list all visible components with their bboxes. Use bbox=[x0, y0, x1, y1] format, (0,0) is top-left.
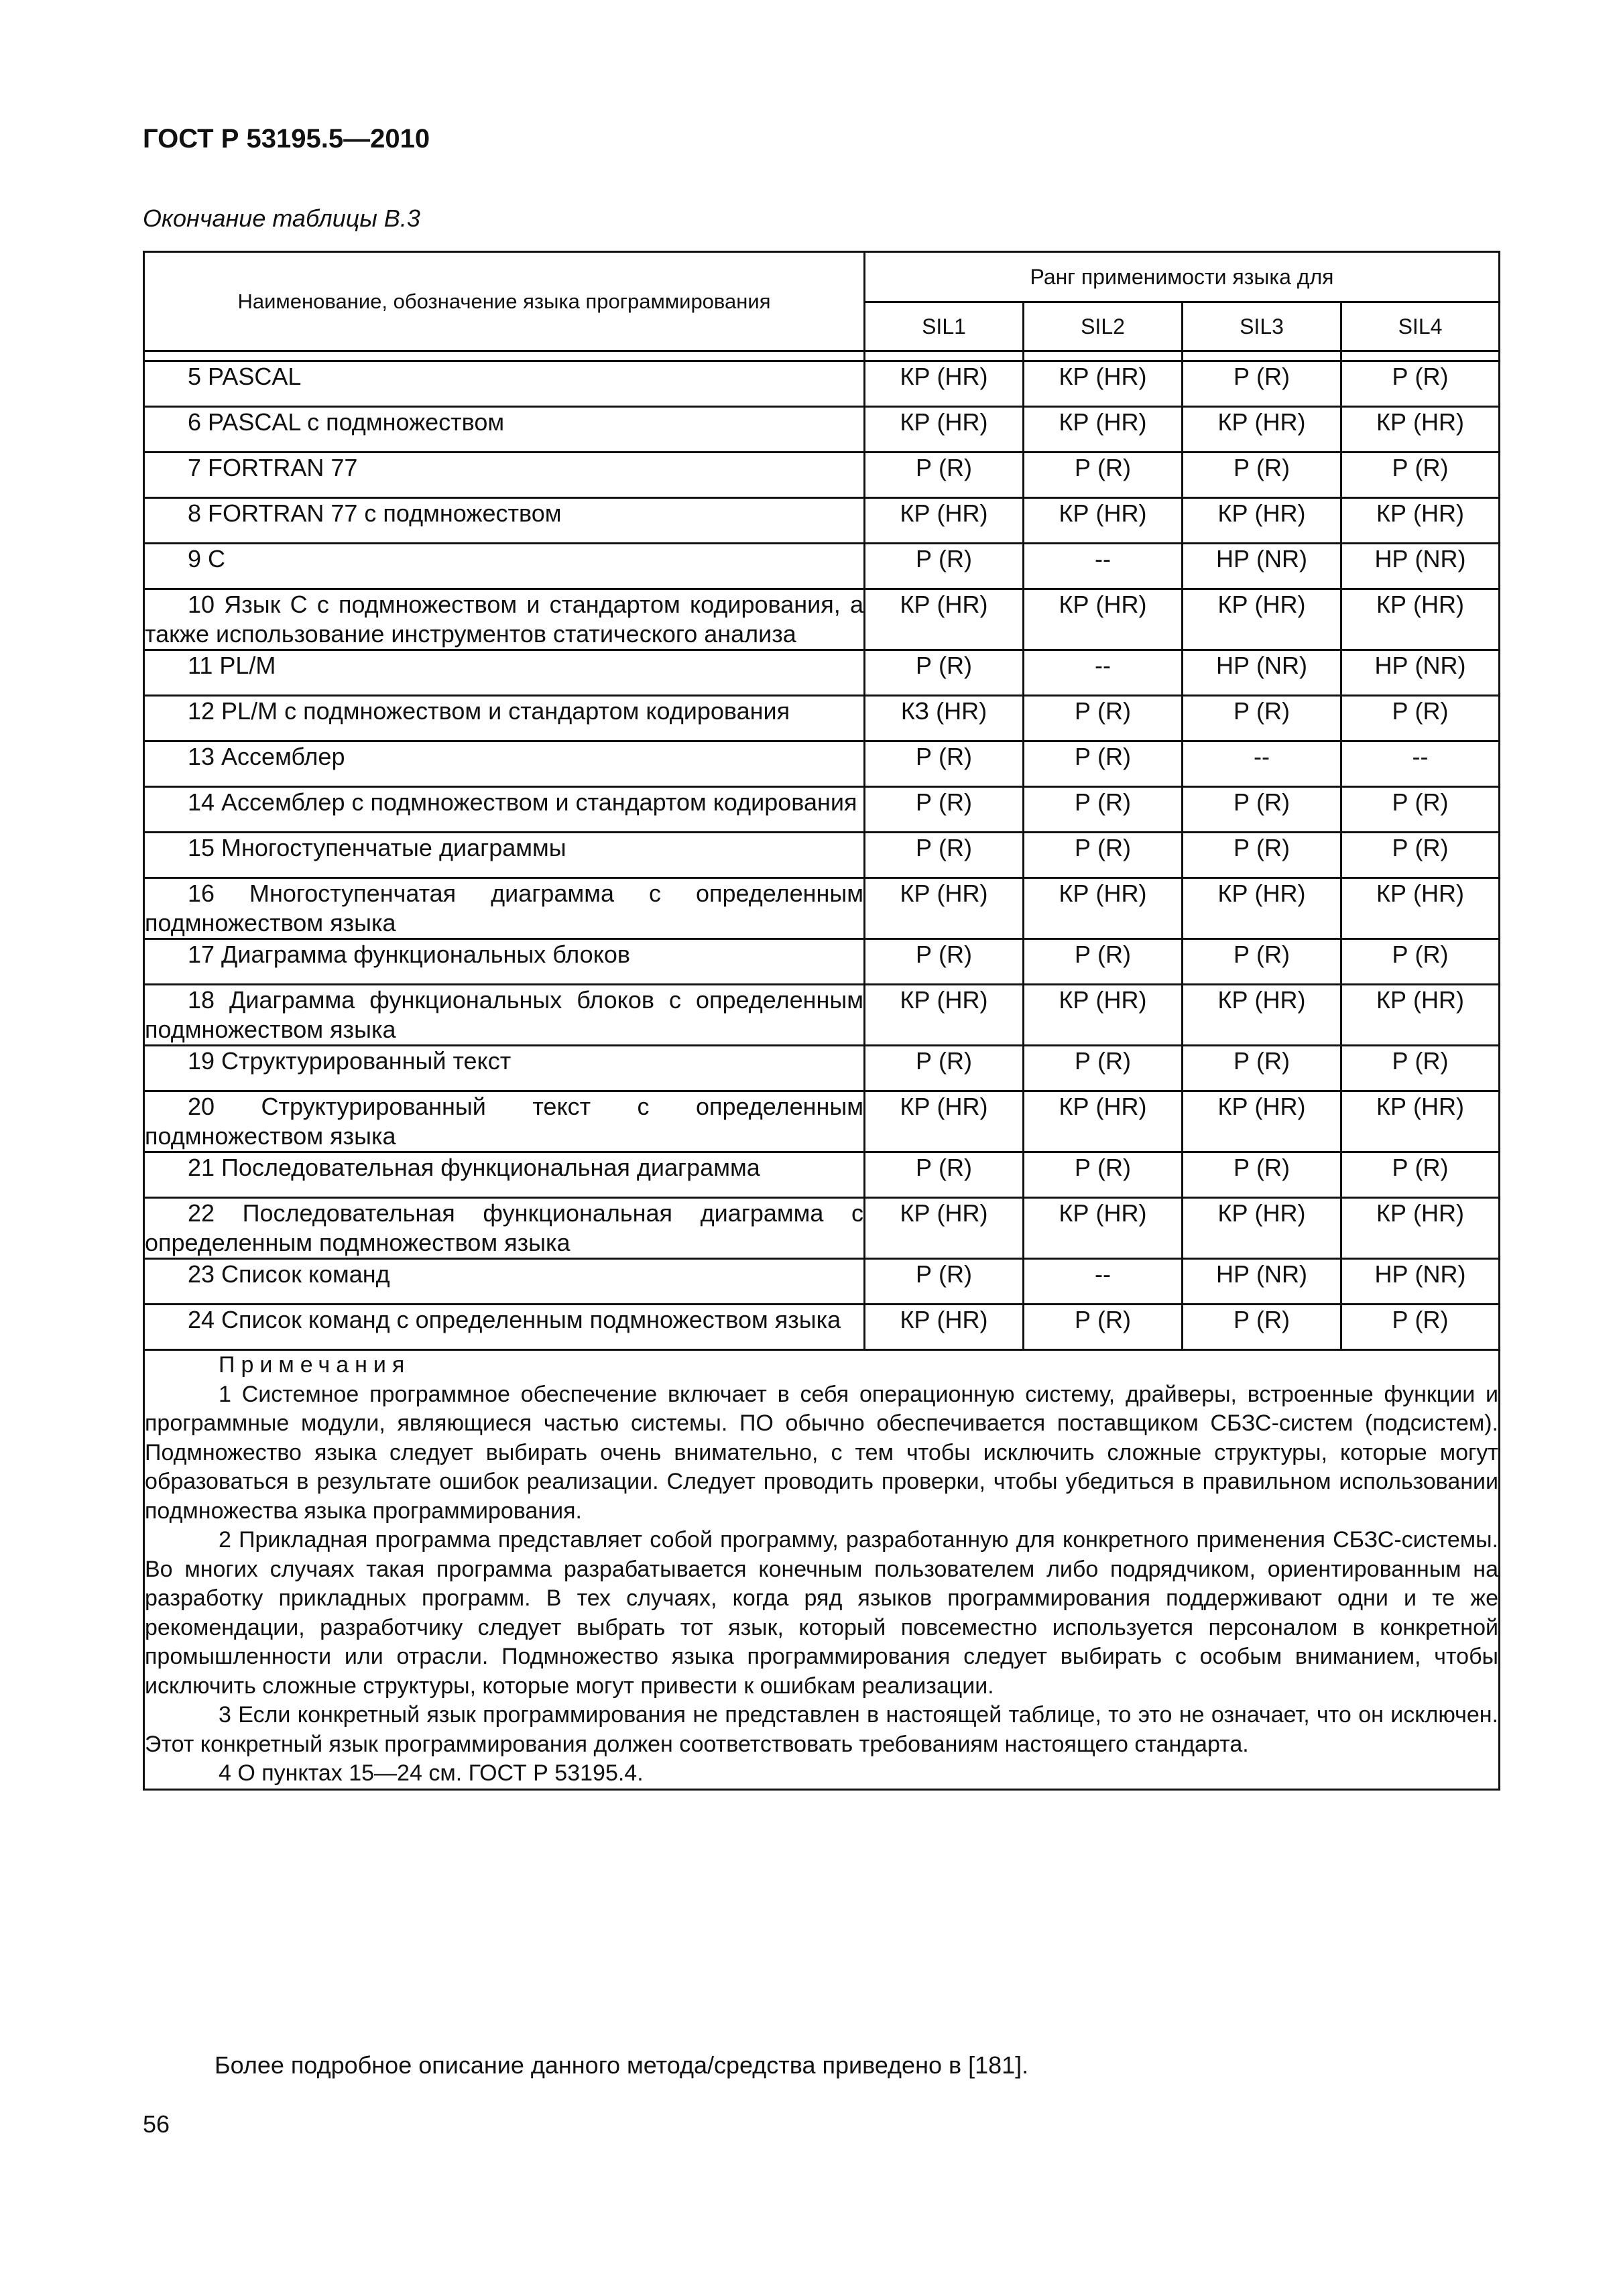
rank-cell-sil4: НР (NR) bbox=[1341, 1259, 1500, 1305]
language-name-cell bbox=[144, 878, 865, 939]
rank-cell-sil1: Р (R) bbox=[865, 787, 1024, 833]
rank-cell-sil3: Р (R) bbox=[1183, 1305, 1341, 1350]
rank-cell-sil4: Р (R) bbox=[1341, 1046, 1500, 1091]
note-1: 1 Системное программное обеспечение включает в себя операционную систему, драйверы, встроенные функции и программные модули, являющиеся частью системы. ПО обычно обеспечивается поставщиком СБЗС-систем (подсистем). Подмножество языка следует выбирать очень внимательно, с тем чтобы исключить сложные структуры, которые могут образоваться в результате ошибок реализации. Следует проводить проверки, чтобы убедиться в правильном использовании подмножества языка программирования. bbox=[145, 1381, 1498, 1524]
rank-cell-sil2: Р (R) bbox=[1024, 1305, 1183, 1350]
language-name: 16 Многоступенчатая диаграмма с определенным подмножеством языка bbox=[145, 880, 863, 936]
rank-cell-sil2: Р (R) bbox=[1024, 741, 1183, 787]
table-caption: Окончание таблицы В.3 bbox=[143, 204, 420, 232]
rank-cell-sil2: -- bbox=[1024, 650, 1183, 696]
language-name-cell bbox=[144, 939, 865, 985]
rank-cell-sil2: Р (R) bbox=[1024, 787, 1183, 833]
rank-cell-sil1: Р (R) bbox=[865, 939, 1024, 985]
rank-cell-sil2: КР (HR) bbox=[1024, 1198, 1183, 1259]
note-3: 3 Если конкретный язык программирования не представлен в настоящей таблице, то это не означает, что он исключен. Этот конкретный язык программирования должен соответствовать требованиям настоящего стандарта. bbox=[145, 1702, 1498, 1757]
rank-cell-sil1: Р (R) bbox=[865, 741, 1024, 787]
language-name: 14 Ассемблер с подмножеством и стандартом кодирования bbox=[188, 788, 857, 816]
language-name-cell bbox=[144, 407, 865, 452]
col-header-language: Наименование, обозначение языка программирования bbox=[144, 252, 865, 351]
language-name-cell bbox=[144, 1305, 865, 1350]
language-name: 6 PASCAL с подмножеством bbox=[188, 408, 505, 436]
rank-cell-sil1: КР (HR) bbox=[865, 1305, 1024, 1350]
rank-cell-sil2: -- bbox=[1024, 1259, 1183, 1305]
table-row bbox=[144, 985, 1500, 1046]
language-name: 8 FORTRAN 77 с подмножеством bbox=[188, 499, 562, 527]
rank-cell-sil2: Р (R) bbox=[1024, 696, 1183, 741]
language-name-cell bbox=[144, 985, 865, 1046]
language-name-cell bbox=[144, 1152, 865, 1198]
table-row bbox=[144, 1198, 1500, 1259]
language-name-cell bbox=[144, 1198, 865, 1259]
rank-cell-sil4: НР (NR) bbox=[1341, 650, 1500, 696]
language-name: 21 Последовательная функциональная диаграмма bbox=[188, 1154, 760, 1181]
rank-cell-sil2: КР (HR) bbox=[1024, 589, 1183, 650]
rank-cell-sil1: КЗ (HR) bbox=[865, 696, 1024, 741]
language-name: 17 Диаграмма функциональных блоков bbox=[188, 941, 631, 968]
language-name: 11 PL/M bbox=[188, 652, 276, 679]
rank-cell-sil3: КР (HR) bbox=[1183, 878, 1341, 939]
rank-cell-sil3: Р (R) bbox=[1183, 452, 1341, 498]
rank-cell-sil1: КР (HR) bbox=[865, 361, 1024, 407]
language-name: 24 Список команд с определенным подмножеством языка bbox=[188, 1306, 841, 1333]
language-name: 5 PASCAL bbox=[188, 363, 302, 390]
rank-cell-sil4: Р (R) bbox=[1341, 833, 1500, 878]
rank-cell-sil3: КР (HR) bbox=[1183, 589, 1341, 650]
rank-cell-sil1: КР (HR) bbox=[865, 1091, 1024, 1152]
language-name-cell bbox=[144, 589, 865, 650]
table-row bbox=[144, 741, 1500, 787]
rank-cell-sil4: НР (NR) bbox=[1341, 544, 1500, 589]
rank-cell-sil2: -- bbox=[1024, 544, 1183, 589]
table-body bbox=[144, 351, 1500, 1350]
rank-cell-sil4: Р (R) bbox=[1341, 939, 1500, 985]
rank-cell-sil1: Р (R) bbox=[865, 1152, 1024, 1198]
rank-cell-sil2: Р (R) bbox=[1024, 1046, 1183, 1091]
language-rank-table bbox=[143, 251, 1500, 1791]
language-name: 19 Структурированный текст bbox=[188, 1047, 512, 1075]
rank-cell-sil3: Р (R) bbox=[1183, 939, 1341, 985]
table-row bbox=[144, 498, 1500, 544]
table-row bbox=[144, 787, 1500, 833]
rank-cell-sil4: -- bbox=[1341, 741, 1500, 787]
table-row bbox=[144, 696, 1500, 741]
table-row bbox=[144, 878, 1500, 939]
rank-cell-sil2: Р (R) bbox=[1024, 833, 1183, 878]
table-row bbox=[144, 589, 1500, 650]
rank-cell-sil4: Р (R) bbox=[1341, 452, 1500, 498]
standard-code: ГОСТ Р 53195.5—2010 bbox=[143, 124, 430, 154]
rank-cell-sil1: КР (HR) bbox=[865, 589, 1024, 650]
rank-cell-sil4: КР (HR) bbox=[1341, 1091, 1500, 1152]
language-name-cell bbox=[144, 787, 865, 833]
rank-cell-sil1: КР (HR) bbox=[865, 1198, 1024, 1259]
method-reference-text: Более подробное описание данного метода/средства приведено в [181]. bbox=[215, 2051, 1029, 2079]
language-name: 15 Многоступенчатые диаграммы bbox=[188, 834, 566, 861]
rank-cell-sil2: Р (R) bbox=[1024, 452, 1183, 498]
table-row bbox=[144, 939, 1500, 985]
table-row bbox=[144, 361, 1500, 407]
table-row bbox=[144, 407, 1500, 452]
rank-cell-sil3: Р (R) bbox=[1183, 696, 1341, 741]
rank-cell-sil2: КР (HR) bbox=[1024, 361, 1183, 407]
language-name: 20 Структурированный текст с определенным подмножеством языка bbox=[145, 1093, 863, 1150]
rank-cell-sil2: КР (HR) bbox=[1024, 985, 1183, 1046]
rank-cell-sil3: Р (R) bbox=[1183, 1152, 1341, 1198]
col-header-sil2: SIL2 bbox=[1024, 302, 1183, 351]
table-row bbox=[144, 1091, 1500, 1152]
language-name: 13 Ассемблер bbox=[188, 743, 345, 770]
rank-cell-sil1: КР (HR) bbox=[865, 985, 1024, 1046]
rank-cell-sil3: НР (NR) bbox=[1183, 544, 1341, 589]
language-name-cell bbox=[144, 1259, 865, 1305]
rank-cell-sil3: КР (HR) bbox=[1183, 1198, 1341, 1259]
rank-cell-sil2: КР (HR) bbox=[1024, 498, 1183, 544]
table-row bbox=[144, 1152, 1500, 1198]
table-row bbox=[144, 452, 1500, 498]
rank-cell-sil1: Р (R) bbox=[865, 833, 1024, 878]
table-row bbox=[144, 1046, 1500, 1091]
rank-cell-sil4: КР (HR) bbox=[1341, 407, 1500, 452]
rank-cell-sil1: КР (HR) bbox=[865, 407, 1024, 452]
language-name: 23 Список команд bbox=[188, 1260, 390, 1288]
rank-cell-sil1: КР (HR) bbox=[865, 878, 1024, 939]
rank-cell-sil1: Р (R) bbox=[865, 1046, 1024, 1091]
language-name-cell bbox=[144, 498, 865, 544]
table-row bbox=[144, 544, 1500, 589]
table-notes bbox=[144, 1350, 1500, 1790]
rank-cell-sil2: КР (HR) bbox=[1024, 1091, 1183, 1152]
rank-cell-sil4: КР (HR) bbox=[1341, 498, 1500, 544]
language-name-cell bbox=[144, 1091, 865, 1152]
rank-cell-sil3: Р (R) bbox=[1183, 787, 1341, 833]
col-header-sil1: SIL1 bbox=[865, 302, 1024, 351]
rank-cell-sil2: Р (R) bbox=[1024, 939, 1183, 985]
rank-cell-sil3: Р (R) bbox=[1183, 1046, 1341, 1091]
col-header-sil3: SIL3 bbox=[1183, 302, 1341, 351]
rank-cell-sil4: КР (HR) bbox=[1341, 878, 1500, 939]
language-name-cell bbox=[144, 1046, 865, 1091]
rank-cell-sil3: НР (NR) bbox=[1183, 650, 1341, 696]
page-number: 56 bbox=[143, 2110, 170, 2138]
note-2: 2 Прикладная программа представляет собой программу, разработанную для конкретного применения СБЗС-системы. Во многих случаях такая программа разрабатывается конечным пользователем либо подрядчиком, ориентированным на разработку прикладных программ. В тех случаях, когда ряд языков программирования поддерживают одни и те же рекомендации, разработчику следует выбрать тот язык, который повсеместно используется персоналом в конкретной промышленности или отрасли. Подмножество языка программирования следует выбирать с особым вниманием, чтобы исключить сложные структуры, которые могут привести к ошибкам реализации. bbox=[145, 1527, 1498, 1699]
language-name-cell bbox=[144, 741, 865, 787]
table-row bbox=[144, 1305, 1500, 1350]
language-name-cell bbox=[144, 361, 865, 407]
rank-cell-sil4: КР (HR) bbox=[1341, 1198, 1500, 1259]
rank-cell-sil3: -- bbox=[1183, 741, 1341, 787]
language-name-cell bbox=[144, 452, 865, 498]
language-name: 10 Язык C с подмножеством и стандартом кодирования, а также использование инструментов статического анализа bbox=[145, 591, 863, 648]
language-name-cell bbox=[144, 650, 865, 696]
table-row bbox=[144, 650, 1500, 696]
rank-cell-sil1: Р (R) bbox=[865, 1259, 1024, 1305]
rank-cell-sil3: КР (HR) bbox=[1183, 985, 1341, 1046]
notes-heading: Примечания bbox=[219, 1352, 411, 1378]
language-name: 22 Последовательная функциональная диаграмма с определенным подмножеством языка bbox=[145, 1199, 863, 1256]
header-separator bbox=[144, 351, 1500, 361]
col-header-sil4: SIL4 bbox=[1341, 302, 1500, 351]
table-row bbox=[144, 833, 1500, 878]
rank-cell-sil4: КР (HR) bbox=[1341, 589, 1500, 650]
language-name-cell bbox=[144, 544, 865, 589]
language-name-cell bbox=[144, 696, 865, 741]
rank-cell-sil4: Р (R) bbox=[1341, 1305, 1500, 1350]
rank-cell-sil3: Р (R) bbox=[1183, 833, 1341, 878]
note-4: 4 О пунктах 15—24 см. ГОСТ Р 53195.4. bbox=[219, 1760, 644, 1786]
language-name: 7 FORTRAN 77 bbox=[188, 454, 358, 481]
rank-cell-sil4: Р (R) bbox=[1341, 361, 1500, 407]
rank-cell-sil4: Р (R) bbox=[1341, 787, 1500, 833]
rank-cell-sil4: Р (R) bbox=[1341, 696, 1500, 741]
rank-cell-sil4: Р (R) bbox=[1341, 1152, 1500, 1198]
rank-cell-sil3: КР (HR) bbox=[1183, 498, 1341, 544]
rank-cell-sil1: КР (HR) bbox=[865, 498, 1024, 544]
rank-cell-sil2: КР (HR) bbox=[1024, 407, 1183, 452]
rank-cell-sil1: Р (R) bbox=[865, 544, 1024, 589]
rank-cell-sil1: Р (R) bbox=[865, 452, 1024, 498]
language-name: 12 PL/M с подмножеством и стандартом кодирования bbox=[188, 697, 790, 725]
rank-cell-sil3: НР (NR) bbox=[1183, 1259, 1341, 1305]
col-header-rank-group: Ранг применимости языка для bbox=[865, 252, 1500, 302]
rank-cell-sil3: КР (HR) bbox=[1183, 407, 1341, 452]
table-row bbox=[144, 1259, 1500, 1305]
rank-cell-sil2: Р (R) bbox=[1024, 1152, 1183, 1198]
rank-cell-sil3: КР (HR) bbox=[1183, 1091, 1341, 1152]
language-name: 18 Диаграмма функциональных блоков с определенным подмножеством языка bbox=[145, 986, 863, 1043]
rank-cell-sil2: КР (HR) bbox=[1024, 878, 1183, 939]
rank-cell-sil4: КР (HR) bbox=[1341, 985, 1500, 1046]
language-name: 9 C bbox=[188, 545, 226, 572]
rank-cell-sil1: Р (R) bbox=[865, 650, 1024, 696]
rank-cell-sil3: Р (R) bbox=[1183, 361, 1341, 407]
language-name-cell bbox=[144, 833, 865, 878]
